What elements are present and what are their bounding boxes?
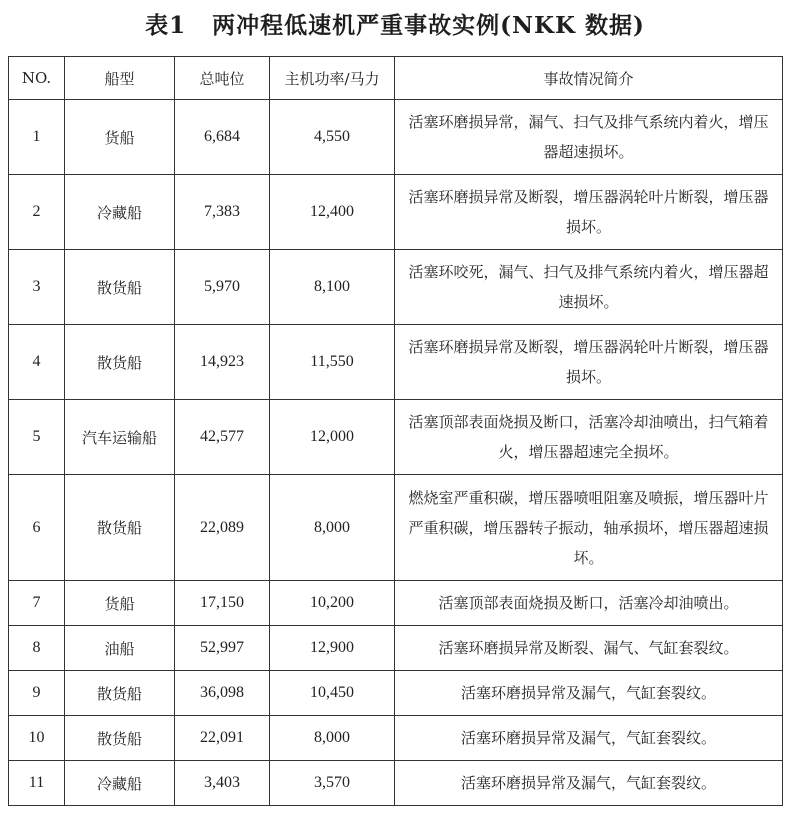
cell-power: 12,000 bbox=[270, 400, 395, 475]
cell-power: 4,550 bbox=[270, 100, 395, 175]
cell-no: 10 bbox=[9, 716, 65, 761]
cell-no: 9 bbox=[9, 671, 65, 716]
table-title: 两冲程低速机严重事故实例(NKK 数据) bbox=[212, 12, 645, 39]
cell-power: 12,900 bbox=[270, 626, 395, 671]
cell-ship-type: 冷藏船 bbox=[65, 175, 175, 250]
table-row bbox=[9, 400, 783, 475]
table-row bbox=[9, 175, 783, 250]
cell-power: 12,400 bbox=[270, 175, 395, 250]
cell-ship-type: 货船 bbox=[65, 100, 175, 175]
cell-power: 10,450 bbox=[270, 671, 395, 716]
header-power: 主机功率/马力 bbox=[270, 57, 395, 100]
cell-tonnage: 22,091 bbox=[175, 716, 270, 761]
cell-ship-type: 货船 bbox=[65, 581, 175, 626]
cell-tonnage: 52,997 bbox=[175, 626, 270, 671]
cell-description: 活塞环磨损异常及漏气，气缸套裂纹。 bbox=[395, 671, 783, 716]
cell-description: 活塞环磨损异常及漏气，气缸套裂纹。 bbox=[395, 761, 783, 806]
table-row bbox=[9, 581, 783, 626]
cell-description: 活塞环磨损异常及断裂、漏气、气缸套裂纹。 bbox=[395, 626, 783, 671]
cell-no: 6 bbox=[9, 475, 65, 581]
header-tonnage: 总吨位 bbox=[175, 57, 270, 100]
table-row bbox=[9, 626, 783, 671]
table-row bbox=[9, 475, 783, 581]
table-row bbox=[9, 761, 783, 806]
cell-power: 10,200 bbox=[270, 581, 395, 626]
header-no: NO. bbox=[9, 57, 65, 100]
table-row bbox=[9, 100, 783, 175]
cell-ship-type: 散货船 bbox=[65, 671, 175, 716]
table-row bbox=[9, 250, 783, 325]
table-caption bbox=[0, 0, 790, 52]
cell-ship-type: 散货船 bbox=[65, 325, 175, 400]
cell-no: 8 bbox=[9, 626, 65, 671]
cell-tonnage: 42,577 bbox=[175, 400, 270, 475]
cell-ship-type: 散货船 bbox=[65, 250, 175, 325]
cell-tonnage: 36,098 bbox=[175, 671, 270, 716]
cell-ship-type: 冷藏船 bbox=[65, 761, 175, 806]
table-number: 表1 bbox=[145, 12, 187, 39]
cell-no: 3 bbox=[9, 250, 65, 325]
cell-no: 1 bbox=[9, 100, 65, 175]
cell-ship-type: 散货船 bbox=[65, 716, 175, 761]
cell-power: 8,100 bbox=[270, 250, 395, 325]
header-ship-type: 船型 bbox=[65, 57, 175, 100]
cell-description: 活塞环磨损异常及断裂，增压器涡轮叶片断裂，增压器损坏。 bbox=[395, 175, 783, 250]
cell-ship-type: 汽车运输船 bbox=[65, 400, 175, 475]
cell-description: 活塞顶部表面烧损及断口，活塞冷却油喷出，扫气箱着火，增压器超速完全损坏。 bbox=[395, 400, 783, 475]
table-header-row bbox=[9, 57, 783, 100]
cell-power: 3,570 bbox=[270, 761, 395, 806]
cell-description: 活塞顶部表面烧损及断口，活塞冷却油喷出。 bbox=[395, 581, 783, 626]
cell-tonnage: 14,923 bbox=[175, 325, 270, 400]
header-description: 事故情况简介 bbox=[395, 57, 783, 100]
table-row bbox=[9, 325, 783, 400]
cell-no: 11 bbox=[9, 761, 65, 806]
cell-tonnage: 3,403 bbox=[175, 761, 270, 806]
cell-tonnage: 17,150 bbox=[175, 581, 270, 626]
cell-ship-type: 散货船 bbox=[65, 475, 175, 581]
cell-description: 活塞环磨损异常及断裂，增压器涡轮叶片断裂，增压器损坏。 bbox=[395, 325, 783, 400]
cell-description: 活塞环磨损异常，漏气、扫气及排气系统内着火，增压器超速损坏。 bbox=[395, 100, 783, 175]
cell-no: 5 bbox=[9, 400, 65, 475]
cell-description: 活塞环磨损异常及漏气，气缸套裂纹。 bbox=[395, 716, 783, 761]
cell-no: 2 bbox=[9, 175, 65, 250]
cell-power: 8,000 bbox=[270, 475, 395, 581]
cell-no: 4 bbox=[9, 325, 65, 400]
cell-description: 活塞环咬死，漏气、扫气及排气系统内着火，增压器超速损坏。 bbox=[395, 250, 783, 325]
cell-tonnage: 7,383 bbox=[175, 175, 270, 250]
cell-tonnage: 6,684 bbox=[175, 100, 270, 175]
cell-tonnage: 5,970 bbox=[175, 250, 270, 325]
cell-power: 8,000 bbox=[270, 716, 395, 761]
accident-table bbox=[8, 56, 783, 806]
cell-power: 11,550 bbox=[270, 325, 395, 400]
cell-no: 7 bbox=[9, 581, 65, 626]
cell-tonnage: 22,089 bbox=[175, 475, 270, 581]
table-row bbox=[9, 671, 783, 716]
cell-ship-type: 油船 bbox=[65, 626, 175, 671]
cell-description: 燃烧室严重积碳，增压器喷咀阻塞及喷振，增压器叶片严重积碳，增压器转子振动，轴承损坏，增压器超速损坏。 bbox=[395, 475, 783, 581]
table-row bbox=[9, 716, 783, 761]
